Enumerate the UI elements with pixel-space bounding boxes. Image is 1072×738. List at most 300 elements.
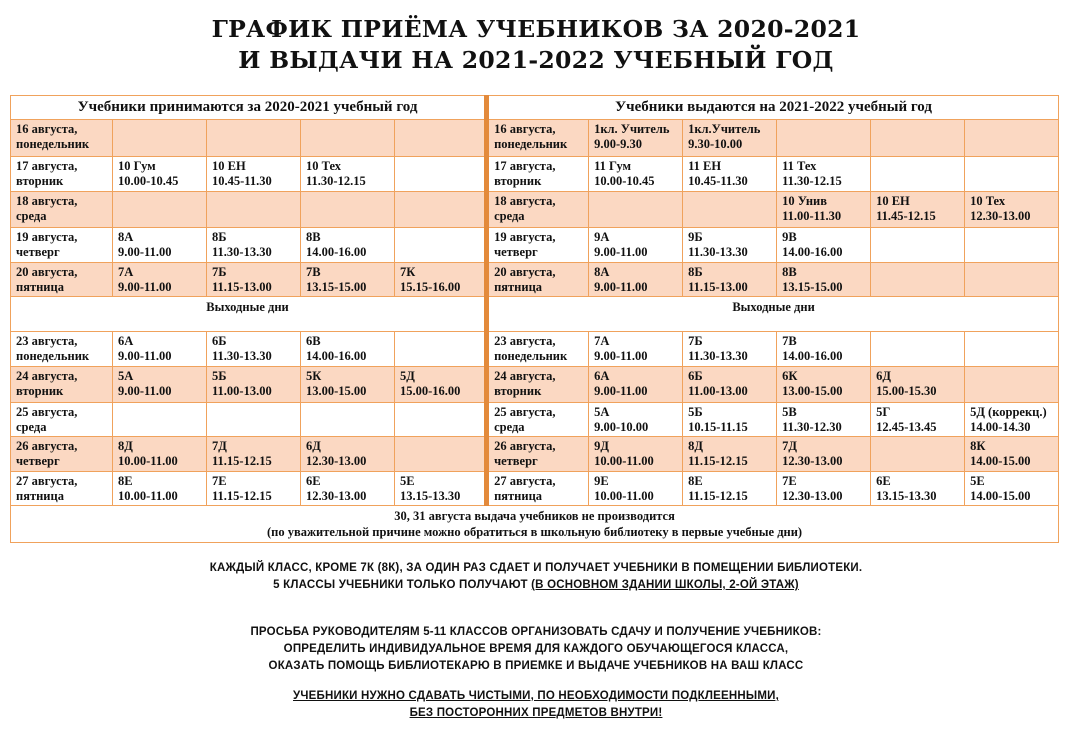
- slot-cell: [777, 262, 871, 297]
- date-cell: [11, 437, 113, 472]
- class-label: 8В: [782, 264, 797, 279]
- date-cell: [487, 120, 589, 157]
- table-row: [11, 156, 1059, 192]
- note-cell: [11, 506, 1059, 543]
- time-slot: 15.00-16.00: [400, 384, 461, 399]
- time-slot: 10.45-11.30: [212, 173, 272, 188]
- slot-cell: [683, 120, 777, 157]
- time-slot: 11.15-13.00: [688, 279, 748, 294]
- class-label: 7В: [306, 264, 321, 279]
- slot-cell: [965, 437, 1059, 472]
- table-row: [11, 331, 1059, 367]
- time-slot: 9.00-11.00: [118, 348, 172, 363]
- table-row: [11, 228, 1059, 263]
- date-cell: [487, 437, 589, 472]
- slot-cell: [871, 437, 965, 472]
- instruction-line: УЧЕБНИКИ НУЖНО СДАВАТЬ ЧИСТЫМИ, ПО НЕОБХОДИМОСТИ ПОДКЛЕЕННЫМИ,: [293, 690, 779, 702]
- time-slot: 11.15-12.15: [212, 488, 272, 503]
- slot-cell: [965, 120, 1059, 157]
- slot-cell: [301, 120, 395, 157]
- time-slot: 10.00-11.00: [118, 454, 178, 469]
- slot-cell: [301, 262, 395, 297]
- note-line: 30, 31 августа выдача учебников не производится: [394, 509, 675, 524]
- slot-cell: [871, 192, 965, 228]
- table-row: [11, 120, 1059, 157]
- slot-cell: [777, 437, 871, 472]
- class-label: 11 ЕН: [688, 158, 722, 173]
- time-slot: 10.45-11.30: [688, 173, 748, 188]
- weekday-label: четверг: [16, 454, 60, 469]
- slot-cell: [589, 262, 683, 297]
- time-slot: 11.30-13.30: [212, 245, 272, 260]
- class-label: 1кл.Учитель: [688, 122, 761, 137]
- class-label: 8Б: [212, 230, 227, 245]
- time-slot: 12.30-13.00: [306, 488, 367, 503]
- date-cell: [11, 192, 113, 228]
- slot-cell: [113, 331, 207, 367]
- class-label: 5Б: [212, 369, 227, 384]
- time-slot: 10.15-11.15: [688, 419, 748, 434]
- class-label: 1кл. Учитель: [594, 122, 670, 137]
- slot-cell: [395, 471, 487, 506]
- slot-cell: [395, 262, 487, 297]
- date-cell: [11, 262, 113, 297]
- date-cell: [11, 156, 113, 192]
- weekday-label: четверг: [494, 454, 538, 469]
- slot-cell: [683, 367, 777, 403]
- date-label: 20 августа,: [16, 264, 78, 279]
- time-slot: 9.00-11.00: [118, 384, 172, 399]
- slot-cell: [683, 331, 777, 367]
- class-label: 11 Тех: [782, 158, 817, 173]
- slot-cell: [871, 331, 965, 367]
- instruction-line: БЕЗ ПОСТОРОННИХ ПРЕДМЕТОВ ВНУТРИ!: [409, 707, 663, 719]
- slot-cell: [395, 437, 487, 472]
- time-slot: 11.15-12.15: [688, 454, 748, 469]
- slot-cell: [207, 437, 301, 472]
- class-label: 8А: [118, 230, 134, 245]
- class-label: 9В: [782, 230, 797, 245]
- class-label: 6К: [782, 369, 798, 384]
- slot-cell: [395, 331, 487, 367]
- time-slot: 11.15-13.00: [212, 279, 272, 294]
- date-label: 26 августа,: [16, 439, 78, 454]
- date-label: 16 августа,: [16, 122, 78, 137]
- time-slot: 11.00-13.00: [688, 384, 748, 399]
- note-line: (по уважительной причине можно обратиться в школьную библиотеку в первые учебные дни): [266, 525, 803, 540]
- date-cell: [487, 156, 589, 192]
- class-label: 5К: [306, 369, 322, 384]
- slot-cell: [207, 402, 301, 437]
- table-row: [11, 437, 1059, 472]
- slot-cell: [301, 367, 395, 403]
- class-label: 10 ЕН: [876, 194, 910, 209]
- slot-cell: [965, 402, 1059, 437]
- slot-cell: [301, 192, 395, 228]
- slot-cell: [777, 156, 871, 192]
- class-label: 7В: [782, 333, 797, 348]
- time-slot: 11.30-13.30: [688, 348, 748, 363]
- date-label: 23 августа,: [494, 333, 556, 348]
- date-cell: [11, 367, 113, 403]
- time-slot: 14.00-14.30: [970, 419, 1031, 434]
- time-slot: 11.30-12.30: [782, 419, 842, 434]
- slot-cell: [301, 156, 395, 192]
- date-label: 27 августа,: [494, 473, 556, 488]
- time-slot: 15.15-16.00: [400, 279, 461, 294]
- slot-cell: [207, 262, 301, 297]
- time-slot: 10.00-11.00: [594, 488, 654, 503]
- class-label: 10 Тех: [970, 194, 1006, 209]
- date-label: 25 августа,: [16, 404, 78, 419]
- instruction-line: ОКАЗАТЬ ПОМОЩЬ БИБЛИОТЕКАРЮ В ПРИЕМКЕ И ВЫДАЧЕ УЧЕБНИКОВ НА ВАШ КЛАСС: [268, 660, 804, 672]
- time-slot: 11.15-12.15: [688, 488, 748, 503]
- class-label: 5Б: [688, 404, 703, 419]
- time-slot: 10.00-11.00: [594, 454, 654, 469]
- class-label: 6В: [306, 333, 321, 348]
- class-label: 7Б: [688, 333, 703, 348]
- time-slot: 9.00-10.00: [594, 419, 649, 434]
- page-title-line-1: ГРАФИК ПРИЁМА УЧЕБНИКОВ ЗА 2020-2021: [211, 15, 861, 43]
- date-label: 16 августа,: [494, 122, 556, 137]
- table-row: [11, 402, 1059, 437]
- class-label: 6Д: [306, 439, 321, 454]
- slot-cell: [395, 192, 487, 228]
- date-label: 17 августа,: [16, 158, 78, 173]
- slot-cell: [589, 437, 683, 472]
- weekday-label: пятница: [16, 488, 64, 503]
- time-slot: 9.00-11.00: [118, 245, 172, 260]
- slot-cell: [777, 331, 871, 367]
- date-label: 24 августа,: [16, 369, 78, 384]
- class-label: 7Д: [782, 439, 797, 454]
- class-label: 6Е: [306, 473, 321, 488]
- class-label: 8Б: [688, 264, 703, 279]
- date-cell: [487, 402, 589, 437]
- slot-cell: [207, 228, 301, 263]
- class-label: 7Е: [212, 473, 227, 488]
- slot-cell: [683, 471, 777, 506]
- slot-cell: [113, 156, 207, 192]
- time-slot: 9.00-11.00: [594, 384, 648, 399]
- slot-cell: [113, 228, 207, 263]
- slot-cell: [965, 156, 1059, 192]
- time-slot: 12.30-13.00: [782, 488, 843, 503]
- time-slot: 14.00-16.00: [782, 245, 843, 260]
- time-slot: 11.00-13.00: [212, 384, 272, 399]
- slot-cell: [589, 228, 683, 263]
- weekday-label: понедельник: [16, 348, 90, 363]
- class-label: 10 ЕН: [212, 158, 246, 173]
- date-label: 19 августа,: [16, 230, 78, 245]
- class-label: 10 Унив: [782, 194, 827, 209]
- time-slot: 10.00-10.45: [118, 173, 179, 188]
- slot-cell: [777, 228, 871, 263]
- date-label: 23 августа,: [16, 333, 78, 348]
- slot-cell: [113, 192, 207, 228]
- slot-cell: [871, 471, 965, 506]
- weekday-label: вторник: [494, 384, 542, 399]
- instructions-block-3: [0, 688, 1072, 722]
- time-slot: 14.00-16.00: [782, 348, 843, 363]
- time-slot: 14.00-16.00: [306, 348, 367, 363]
- slot-cell: [301, 437, 395, 472]
- date-label: 25 августа,: [494, 404, 556, 419]
- header-accepted: Учебники принимаются за 2020-2021 учебный год: [11, 96, 487, 120]
- class-label: 7А: [594, 333, 610, 348]
- time-slot: 11.30-13.30: [688, 245, 748, 260]
- weekday-label: вторник: [494, 173, 542, 188]
- weekday-label: среда: [494, 209, 525, 224]
- date-label: 19 августа,: [494, 230, 556, 245]
- class-label: 8А: [594, 264, 610, 279]
- date-cell: [487, 192, 589, 228]
- slot-cell: [683, 402, 777, 437]
- slot-cell: [871, 228, 965, 263]
- time-slot: 10.00-10.45: [594, 173, 655, 188]
- time-slot: 12.45-13.45: [876, 419, 937, 434]
- slot-cell: [113, 120, 207, 157]
- class-label: 5А: [118, 369, 134, 384]
- slot-cell: [207, 367, 301, 403]
- instruction-location: (В ОСНОВНОМ ЗДАНИИ ШКОЛЫ, 2-ОЙ ЭТАЖ): [531, 579, 799, 591]
- date-label: 18 августа,: [16, 194, 78, 209]
- class-label: 6Д: [876, 369, 891, 384]
- time-slot: 13.00-15.00: [782, 384, 843, 399]
- date-cell: [11, 331, 113, 367]
- weekday-label: пятница: [494, 279, 543, 294]
- class-label: 6А: [118, 333, 134, 348]
- time-slot: 9.00-11.00: [594, 348, 648, 363]
- slot-cell: [871, 402, 965, 437]
- weekday-label: среда: [16, 419, 47, 434]
- time-slot: 9.00-11.00: [594, 279, 648, 294]
- instruction-text: 5 КЛАССЫ УЧЕБНИКИ ТОЛЬКО ПОЛУЧАЮТ: [273, 579, 532, 591]
- slot-cell: [395, 228, 487, 263]
- slot-cell: [871, 367, 965, 403]
- time-slot: 11.15-12.15: [212, 454, 272, 469]
- date-label: 20 августа,: [494, 264, 556, 279]
- table-row: [11, 262, 1059, 297]
- class-label: 5Д: [400, 369, 415, 384]
- date-cell: [11, 120, 113, 157]
- weekday-label: среда: [494, 419, 525, 434]
- slot-cell: [589, 367, 683, 403]
- date-cell: [487, 471, 589, 506]
- time-slot: 13.15-13.30: [876, 488, 937, 503]
- date-label: 27 августа,: [16, 473, 78, 488]
- slot-cell: [683, 262, 777, 297]
- slot-cell: [395, 367, 487, 403]
- time-slot: 13.00-15.00: [306, 384, 367, 399]
- slot-cell: [683, 228, 777, 263]
- slot-cell: [113, 367, 207, 403]
- time-slot: 9.30-10.00: [688, 137, 743, 152]
- slot-cell: [777, 402, 871, 437]
- table-row: [11, 367, 1059, 403]
- time-slot: 11.00-11.30: [782, 209, 842, 224]
- slot-cell: [589, 120, 683, 157]
- weekday-label: вторник: [16, 173, 64, 188]
- time-slot: 10.00-11.00: [118, 488, 178, 503]
- header-issued: Учебники выдаются на 2021-2022 учебный год: [487, 96, 1059, 120]
- date-cell: [487, 367, 589, 403]
- class-label: 7Е: [782, 473, 797, 488]
- date-cell: [487, 228, 589, 263]
- class-label: 9Б: [688, 230, 703, 245]
- slot-cell: [301, 471, 395, 506]
- instruction-line: ПРОСЬБА РУКОВОДИТЕЛЯМ 5-11 КЛАССОВ ОРГАНИЗОВАТЬ СДАЧУ И ПОЛУЧЕНИЕ УЧЕБНИКОВ:: [250, 626, 822, 638]
- slot-cell: [301, 331, 395, 367]
- class-label: 6Б: [212, 333, 227, 348]
- slot-cell: [301, 402, 395, 437]
- table-row: [11, 192, 1059, 228]
- slot-cell: [965, 331, 1059, 367]
- table-row: [11, 471, 1059, 506]
- slot-cell: [683, 156, 777, 192]
- class-label: 5Е: [400, 473, 415, 488]
- time-slot: 14.00-16.00: [306, 245, 367, 260]
- weekend-label: Выходные дни: [11, 297, 487, 332]
- class-label: 8Д: [688, 439, 703, 454]
- slot-cell: [965, 228, 1059, 263]
- date-cell: [487, 331, 589, 367]
- slot-cell: [683, 437, 777, 472]
- slot-cell: [965, 262, 1059, 297]
- weekend-row: [11, 297, 1059, 332]
- class-label: 5Д (коррекц.): [970, 404, 1047, 419]
- page-title-line-2: И ВЫДАЧИ НА 2021-2022 УЧЕБНЫЙ ГОД: [238, 46, 834, 74]
- slot-cell: [113, 437, 207, 472]
- class-label: 5А: [594, 404, 610, 419]
- slot-cell: [871, 120, 965, 157]
- slot-cell: [777, 192, 871, 228]
- class-label: 9Д: [594, 439, 609, 454]
- class-label: 9А: [594, 230, 610, 245]
- date-cell: [487, 262, 589, 297]
- class-label: 8Д: [118, 439, 133, 454]
- slot-cell: [113, 262, 207, 297]
- date-cell: [11, 402, 113, 437]
- time-slot: 11.30-12.15: [306, 173, 366, 188]
- slot-cell: [965, 192, 1059, 228]
- time-slot: 11.30-12.15: [782, 173, 842, 188]
- time-slot: 9.00-9.30: [594, 137, 642, 152]
- class-label: 8В: [306, 230, 321, 245]
- weekday-label: понедельник: [494, 348, 568, 363]
- slot-cell: [965, 471, 1059, 506]
- slot-cell: [965, 367, 1059, 403]
- slot-cell: [589, 471, 683, 506]
- time-slot: 9.00-11.00: [118, 279, 172, 294]
- time-slot: 12.30-13.00: [970, 209, 1031, 224]
- time-slot: 12.30-13.00: [306, 454, 367, 469]
- slot-cell: [871, 156, 965, 192]
- class-label: 5Г: [876, 404, 891, 419]
- slot-cell: [777, 471, 871, 506]
- table-header-row: [11, 96, 1059, 120]
- weekday-label: понедельник: [16, 137, 90, 152]
- instruction-line: [0, 577, 1072, 594]
- slot-cell: [207, 471, 301, 506]
- time-slot: 11.45-12.15: [876, 209, 936, 224]
- weekend-label: Выходные дни: [487, 297, 1059, 332]
- slot-cell: [777, 367, 871, 403]
- slot-cell: [207, 331, 301, 367]
- schedule-table: [10, 95, 1059, 543]
- class-label: 6Е: [876, 473, 891, 488]
- class-label: 8Е: [118, 473, 133, 488]
- class-label: 7А: [118, 264, 134, 279]
- time-slot: 11.30-13.30: [212, 348, 272, 363]
- date-label: 18 августа,: [494, 194, 556, 209]
- class-label: 5Е: [970, 473, 985, 488]
- slot-cell: [301, 228, 395, 263]
- class-label: 9Е: [594, 473, 609, 488]
- slot-cell: [113, 402, 207, 437]
- class-label: 7Д: [212, 439, 227, 454]
- time-slot: 15.00-15.30: [876, 384, 937, 399]
- class-label: 10 Гум: [118, 158, 156, 173]
- weekday-label: пятница: [16, 279, 64, 294]
- slot-cell: [207, 192, 301, 228]
- instructions-block-2: [0, 624, 1072, 675]
- date-cell: [11, 228, 113, 263]
- date-label: 26 августа,: [494, 439, 556, 454]
- class-label: 5В: [782, 404, 797, 419]
- time-slot: 13.15-15.00: [306, 279, 367, 294]
- slot-cell: [683, 192, 777, 228]
- slot-cell: [871, 262, 965, 297]
- slot-cell: [207, 156, 301, 192]
- date-label: 17 августа,: [494, 158, 556, 173]
- class-label: 11 Гум: [594, 158, 632, 173]
- date-cell: [11, 471, 113, 506]
- class-label: 8К: [970, 439, 986, 454]
- class-label: 6Б: [688, 369, 703, 384]
- slot-cell: [589, 192, 683, 228]
- slot-cell: [589, 156, 683, 192]
- class-label: 7К: [400, 264, 416, 279]
- weekday-label: среда: [16, 209, 47, 224]
- slot-cell: [395, 402, 487, 437]
- slot-cell: [395, 156, 487, 192]
- slot-cell: [589, 402, 683, 437]
- class-label: 10 Тех: [306, 158, 342, 173]
- time-slot: 12.30-13.00: [782, 454, 843, 469]
- time-slot: 14.00-15.00: [970, 454, 1031, 469]
- class-label: 6А: [594, 369, 610, 384]
- slot-cell: [207, 120, 301, 157]
- class-label: 8Е: [688, 473, 703, 488]
- instruction-line: ОПРЕДЕЛИТЬ ИНДИВИДУАЛЬНОЕ ВРЕМЯ ДЛЯ КАЖДОГО ОБУЧАЮЩЕГОСЯ КЛАССА,: [283, 643, 789, 655]
- slot-cell: [777, 120, 871, 157]
- slot-cell: [589, 331, 683, 367]
- weekday-label: вторник: [16, 384, 64, 399]
- time-slot: 9.00-11.00: [594, 245, 648, 260]
- instruction-line: КАЖДЫЙ КЛАСС, КРОМЕ 7К (8К), ЗА ОДИН РАЗ СДАЕТ И ПОЛУЧАЕТ УЧЕБНИКИ В ПОМЕЩЕНИИ БИБЛИОТЕКИ.: [209, 562, 863, 574]
- slot-cell: [113, 471, 207, 506]
- slot-cell: [395, 120, 487, 157]
- date-label: 24 августа,: [494, 369, 556, 384]
- weekday-label: четверг: [494, 245, 538, 260]
- instructions-block-1: [0, 560, 1072, 594]
- weekday-label: четверг: [16, 245, 60, 260]
- weekday-label: пятница: [494, 488, 543, 503]
- note-row: [11, 506, 1059, 543]
- weekday-label: понедельник: [494, 137, 568, 152]
- time-slot: 13.15-13.30: [400, 488, 461, 503]
